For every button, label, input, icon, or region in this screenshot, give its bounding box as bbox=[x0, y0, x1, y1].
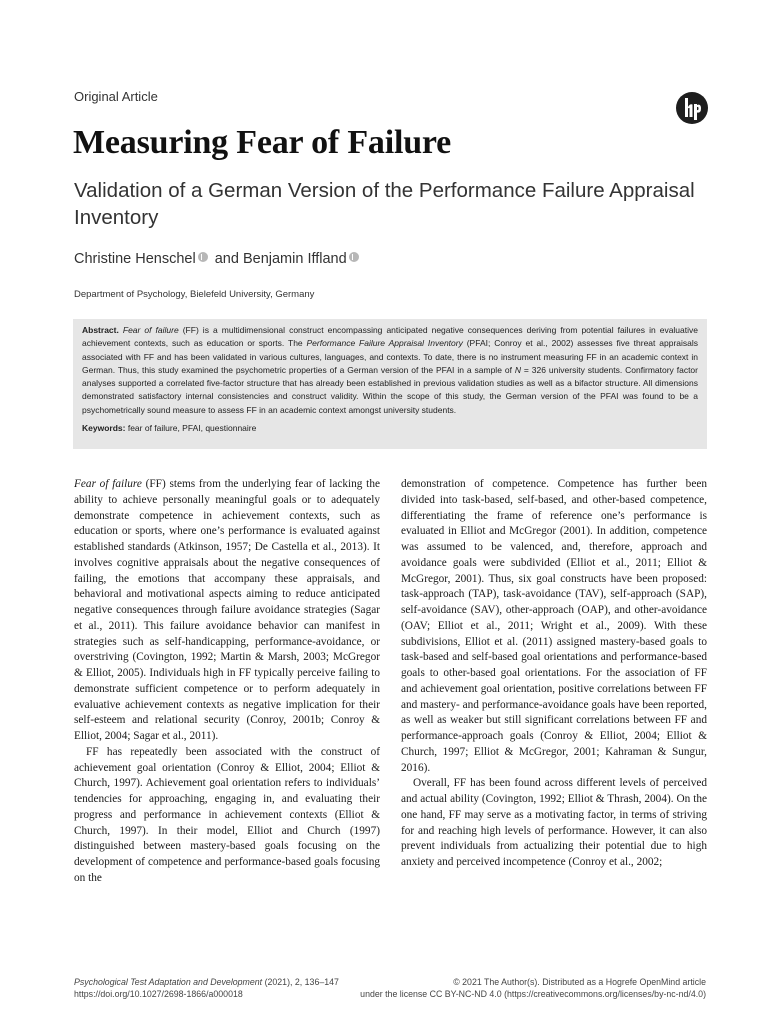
body-term: Fear of failure bbox=[74, 478, 142, 490]
abstract-text: Abstract. Fear of failure (FF) is a multidimensional construct encompassing anticipated negative consequences deriving from potential failures in evaluative achievement contexts, such as education or sports. The Performance Failure Appraisal Inventory (PFAI; Conroy et al., 2002) assesses five threat appraisals associated with FF and has been validated in various cultures, languages, and contexts. To date, there is no instrument measuring FF in an academic context in German. Thus, this study examined the psychometric properties of a German version of the PFAI in a sample of N = 326 university students. Confirmatory factor analyses supported a correlated five-factor structure that has already been established in previous validation studies as well as a bifactor structure. All dimensions demonstrated satisfactory internal consistencies and construct validity. Within the scope of this study, the German version of the PFAI was found to be a psychometrically sound measure to assess FF in an academic context amongst university students. bbox=[82, 325, 698, 415]
article-subtitle: Validation of a German Version of the Performance Failure Appraisal Inventory bbox=[74, 179, 695, 229]
author-connector: and bbox=[214, 251, 239, 267]
journal-name: Psychological Test Adaptation and Development bbox=[74, 977, 263, 987]
article-type-label: Original Article bbox=[74, 89, 158, 104]
orcid-icon[interactable] bbox=[349, 252, 359, 262]
citation-details: (2021), 2, 136–147 bbox=[262, 977, 339, 987]
body-paragraph: demonstration of competence. Competence has further been divided into task-based, self-based, and other-based competence, differentiating the frame of reference one’s performance is evaluated in Elliot and McGregor (2001). In addition, competence was assumed to be valenced, and, therefore, approach and avoidance goals were subdivided (Elliot et al., 2011; Elliot & McGregor, 2001). Thus, six goal constructs have been proposed: task-approach (TAP), task-avoidance (TAV), self-approach (SAP), self-avoidance (SAV), other-approach (OAP), and other-avoidance (OAV; Elliot et al., 2011; Wright et al., 2009). With these subdivisions, Elliot et al. (2011) assigned mastery-based goals to task-based and self-based goal orientations and performance-based goals to other-based goal orientations. For the association of FF and achievement goal orientation, positive correlations between FF and mastery- and performance-avoidance goals have been reported, as well as weaker but still significant correlations between FF and performance-approach goals (Conroy & Elliot, 2004; Elliot & Church, 1997; Elliot & McGregor, 2001; Kahraman & Sungur, 2016). bbox=[401, 478, 707, 774]
abstract-box bbox=[73, 319, 707, 449]
copyright-text: © 2021 The Author(s). Distributed as a Hogrefe OpenMind article bbox=[453, 977, 706, 987]
author-name[interactable]: Benjamin Iffland bbox=[242, 251, 347, 267]
body-paragraph: FF has repeatedly been associated with the construct of achievement goal orientation (Conroy & Elliot, 2004; Elliot & Church, 1997). Achievement goal orientation refers to individuals’ tendencies for approaching, engaging in, and evaluating their progress and performance in achievement contexts (Elliot & Church, 1997). In their model, Elliot and Church (1997) distinguished between mastery-based goals focusing on the development of competence and performance-based goals focusing on the bbox=[74, 745, 380, 884]
license-link[interactable]: under the license CC BY-NC-ND 4.0 (https://creativecommons.org/licenses/by-nc-nd/4.0) bbox=[360, 989, 706, 999]
body-column-right bbox=[401, 477, 707, 871]
abstract-label: Abstract. bbox=[82, 325, 119, 335]
author-name[interactable]: Christine Henschel bbox=[74, 251, 196, 267]
article-title: Measuring Fear of Failure bbox=[73, 124, 452, 161]
doi-link[interactable]: https://doi.org/10.1027/2698-1866/a000018 bbox=[74, 989, 243, 999]
body-paragraph: Fear of failure (FF) stems from the underlying fear of lacking the ability to achieve personally meaningful goals or to adequately demonstrate competence in achievement contexts, such as education or sports, where one’s performance is evaluated against established standards (Atkinson, 1957; De Castella et al., 2013). It involves cognitive appraisals about the negative consequences of failing, the emotions that accompany these appraisals, and behavioral and motivational aspects aiming to reduce anticipated negative consequences through failure avoidance strategies (Sagar et al., 2011). This failure avoidance behavior can manifest in strategies such as self-handicapping, performance-avoidance, or overstriving (Covington, 1992; Martin & Marsh, 2003; McGregor & Elliot, 2005). Individuals high in FF typically perceive failing to demonstrate sufficient competence or to perform adequately in evaluative achievement contexts as negative implication for their self-esteem and relational security (Conroy, 2001b; Conroy & Elliot, 2004; Sagar et al., 2011). bbox=[74, 478, 380, 742]
abstract-term: Fear of failure bbox=[122, 325, 179, 335]
keywords: fear of failure, PFAI, questionnaire bbox=[127, 423, 257, 434]
body-paragraph: Overall, FF has been found across different levels of perceived and actual ability (Covington, 1992; Elliot & Thrash, 2004). On the one hand, FF may serve as a motivating factor, in terms of striving for and reaching high levels of performance. However, it can also prevent individuals from actualizing their potential due to high anxiety and perceived incompetence (Conroy et al., 2002; bbox=[401, 777, 707, 868]
abstract-n-symbol: N bbox=[514, 364, 521, 375]
footer-license bbox=[360, 976, 706, 1000]
footer-citation bbox=[74, 976, 339, 1000]
hogrefe-logo-icon bbox=[676, 92, 708, 124]
orcid-icon[interactable] bbox=[198, 252, 208, 262]
affiliation: Department of Psychology, Bielefeld University, Germany bbox=[74, 289, 315, 300]
body-column-left bbox=[74, 477, 380, 887]
abstract-term: Performance Failure Appraisal Inventory bbox=[306, 338, 463, 349]
keywords-label: Keywords: bbox=[82, 423, 126, 434]
keywords-line bbox=[82, 422, 698, 435]
author-list bbox=[74, 251, 362, 267]
